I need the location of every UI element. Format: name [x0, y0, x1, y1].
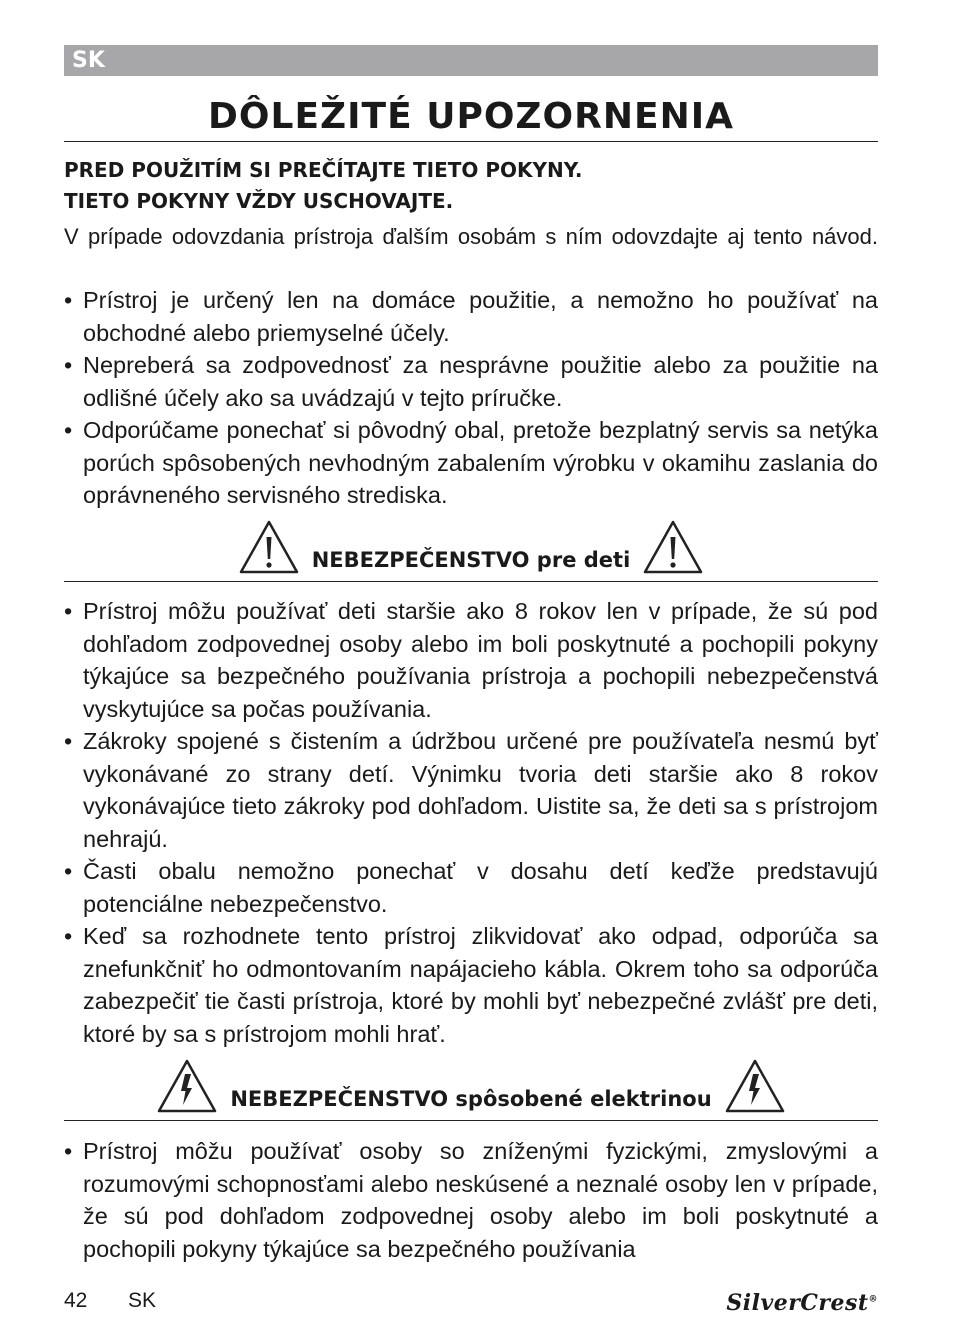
- list-item: • Zákroky spojené s čistením a údržbou určené pre používateľa nesmú byť vykonávané zo strany detí. Výnimku tvoria deti staršie ako 8 rokov vykonávajúce tieto zákroky pod dohľadom. Uistite sa, že deti sa s prístrojom nehrajú.: [64, 725, 878, 855]
- children-warning-heading: [64, 519, 878, 575]
- electric-warning-divider: [64, 1120, 878, 1121]
- children-bullet-list: [64, 595, 878, 1050]
- electric-bullet-list: [64, 1135, 878, 1265]
- list-item: • Časti obalu nemožno ponechať v dosahu detí keďže predstavujú potenciálne nebezpečenstvo.: [64, 855, 878, 920]
- list-item: • Prístroj môžu používať deti staršie ako 8 rokov len v prípade, že sú pod dohľadom zodpovednej osoby alebo im boli poskytnuté a pochopili pokyny týkajúce sa bezpečného používania prístroja a pochopili nebezpečenstvá vyskytujúce sa počas používania.: [64, 595, 878, 725]
- children-warning-divider: [64, 581, 878, 582]
- general-bullet-list: [64, 284, 878, 512]
- list-item: • Keď sa rozhodnete tento prístroj zlikvidovať ako odpad, odporúča sa znefunkčniť ho odmontovaním napájacieho kábla. Okrem toho sa odporúča zabezpečiť tie časti prístroja, ktoré by mohli byť nebezpečné zvlášť pre deti, ktoré by sa s prístrojom mohli hrať.: [64, 920, 878, 1050]
- list-item: • Prístroj môžu používať osoby so zníženými fyzickými, zmyslovými a rozumovými schopnosťami alebo neskúsené a neznalé osoby len v prípade, že sú pod dohľadom zodpovednej osoby alebo im boli poskytnuté a pochopili pokyny týkajúce sa bezpečného používania: [64, 1135, 878, 1265]
- electric-warning-label: NEBEZPEČENSTVO spôsobené elektrinou: [230, 1087, 712, 1111]
- page-number: 42: [64, 1289, 88, 1312]
- brand-logo: SilverCrest®: [726, 1290, 878, 1316]
- electric-hazard-icon: [156, 1058, 218, 1114]
- read-instructions-heading-line-1: PRED POUŽITÍM SI PREČÍTAJTE TIETO POKYNY.: [64, 158, 583, 182]
- language-tab: [64, 45, 878, 76]
- warning-triangle-icon: [238, 519, 300, 575]
- read-instructions-heading-line-2: TIETO POKYNY VŽDY USCHOVAJTE.: [64, 189, 454, 213]
- electric-hazard-icon: [724, 1058, 786, 1114]
- children-warning-label: NEBEZPEČENSTVO pre deti: [311, 548, 631, 572]
- list-item: • Nepreberá sa zodpovednosť za nesprávne použitie alebo za použitie na odlišné účely ako sa uvádzajú v tejto príručke.: [64, 349, 878, 414]
- title-divider: [64, 141, 878, 142]
- list-item: • Odporúčame ponechať si pôvodný obal, pretože bezplatný servis sa netýka porúch spôsobených nevhodným zabalením výrobku v okamihu zaslania do oprávneného servisného strediska.: [64, 414, 878, 512]
- language-tab-label: SK: [72, 48, 105, 73]
- list-item: • Prístroj je určený len na domáce použitie, a nemožno ho používať na obchodné alebo priemyselné účely.: [64, 284, 878, 349]
- warning-triangle-icon: [642, 519, 704, 575]
- intro-paragraph: V prípade odovzdania prístroja ďalším osobám s ním odovzdajte aj tento návod.: [64, 224, 878, 249]
- page-title: DÔLEŽITÉ UPOZORNENIA: [208, 96, 734, 137]
- electric-warning-heading: [64, 1058, 878, 1114]
- footer-language: SK: [128, 1289, 157, 1312]
